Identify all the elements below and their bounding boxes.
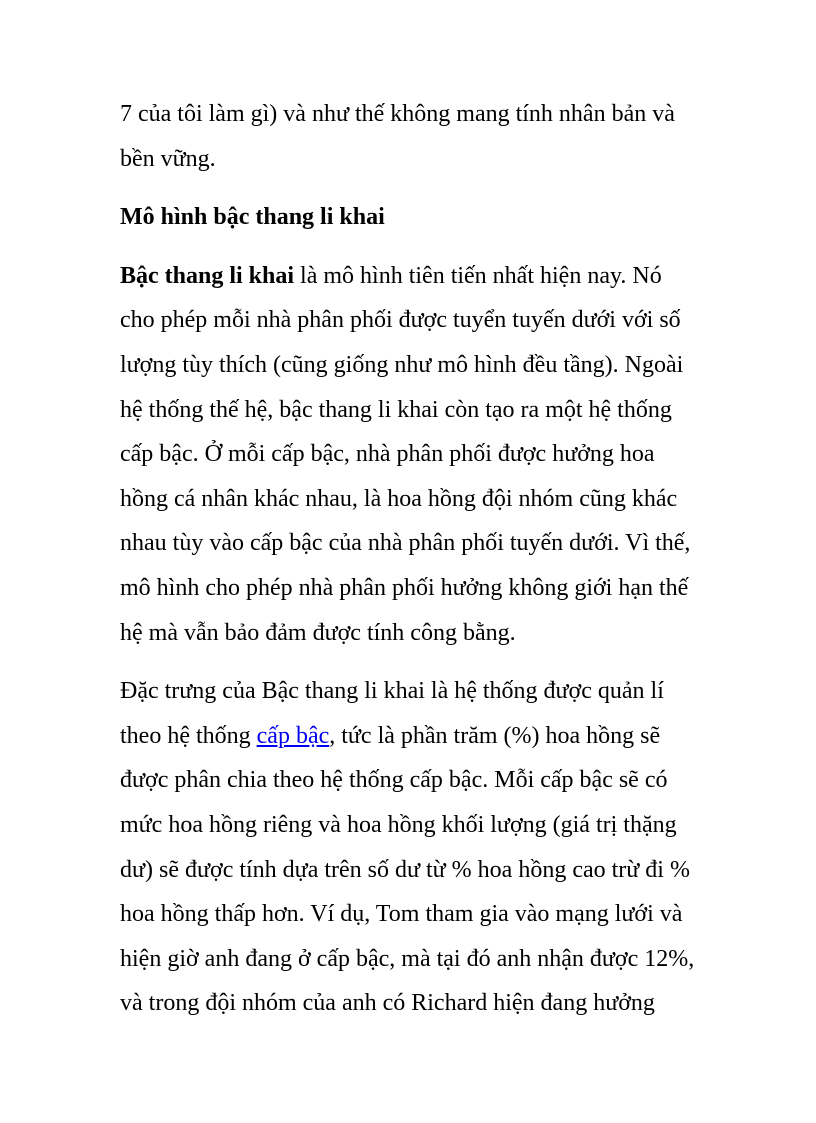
text-line: bền vững. bbox=[120, 145, 216, 172]
text-line: mô hình cho phép nhà phân phối hưởng không giới hạn thế bbox=[120, 574, 689, 601]
text-line: lượng tùy thích (cũng giống như mô hình đều tầng). Ngoài bbox=[120, 351, 684, 378]
text-line bbox=[120, 714, 720, 759]
text-span: là mô hình tiên tiến nhất hiện nay. Nó bbox=[294, 262, 662, 289]
document-page bbox=[120, 92, 720, 1040]
section-heading: Mô hình bậc thang li khai bbox=[120, 204, 385, 231]
text-line bbox=[120, 254, 720, 299]
text-line: hiện giờ anh đang ở cấp bậc, mà tại đó anh nhận được 12%, bbox=[120, 945, 695, 972]
text-line: mức hoa hồng riêng và hoa hồng khối lượng (giá trị thặng bbox=[120, 811, 677, 838]
text-line: và trong đội nhóm của anh có Richard hiện đang hưởng bbox=[120, 990, 655, 1017]
text-line: hồng cá nhân khác nhau, là hoa hồng đội nhóm cũng khác bbox=[120, 485, 678, 512]
paragraph-definition bbox=[120, 254, 720, 655]
text-span: theo hệ thống bbox=[120, 722, 257, 749]
paragraph-characteristics bbox=[120, 669, 720, 1026]
text-line: cấp bậc. Ở mỗi cấp bậc, nhà phân phối được hưởng hoa bbox=[120, 441, 655, 468]
link-cap-bac[interactable]: cấp bậc bbox=[256, 722, 330, 749]
text-line: Đặc trưng của Bậc thang li khai là hệ thống được quản lí bbox=[120, 678, 664, 705]
text-line: hệ thống thế hệ, bậc thang li khai còn tạo ra một hệ thống bbox=[120, 396, 672, 423]
text-line: được phân chia theo hệ thống cấp bậc. Mỗi cấp bậc sẽ có bbox=[120, 767, 668, 794]
text-line: cho phép mỗi nhà phân phối được tuyển tuyến dưới với số bbox=[120, 307, 681, 334]
text-line: dư) sẽ được tính dựa trên số dư từ % hoa hồng cao trừ đi % bbox=[120, 856, 690, 883]
text-line: 7 của tôi làm gì) và như thế không mang tính nhân bản và bbox=[120, 101, 675, 127]
text-line: hệ mà vẫn bảo đảm được tính công bằng. bbox=[120, 619, 516, 646]
text-span: , tức là phần trăm (%) hoa hồng sẽ bbox=[329, 722, 661, 749]
paragraph-continuation bbox=[120, 92, 720, 181]
text-line: hoa hồng thấp hơn. Ví dụ, Tom tham gia vào mạng lưới và bbox=[120, 901, 683, 928]
text-line: nhau tùy vào cấp bậc của nhà phân phối tuyến dưới. Vì thế, bbox=[120, 530, 691, 557]
bold-term: Bậc thang li khai bbox=[120, 262, 295, 289]
